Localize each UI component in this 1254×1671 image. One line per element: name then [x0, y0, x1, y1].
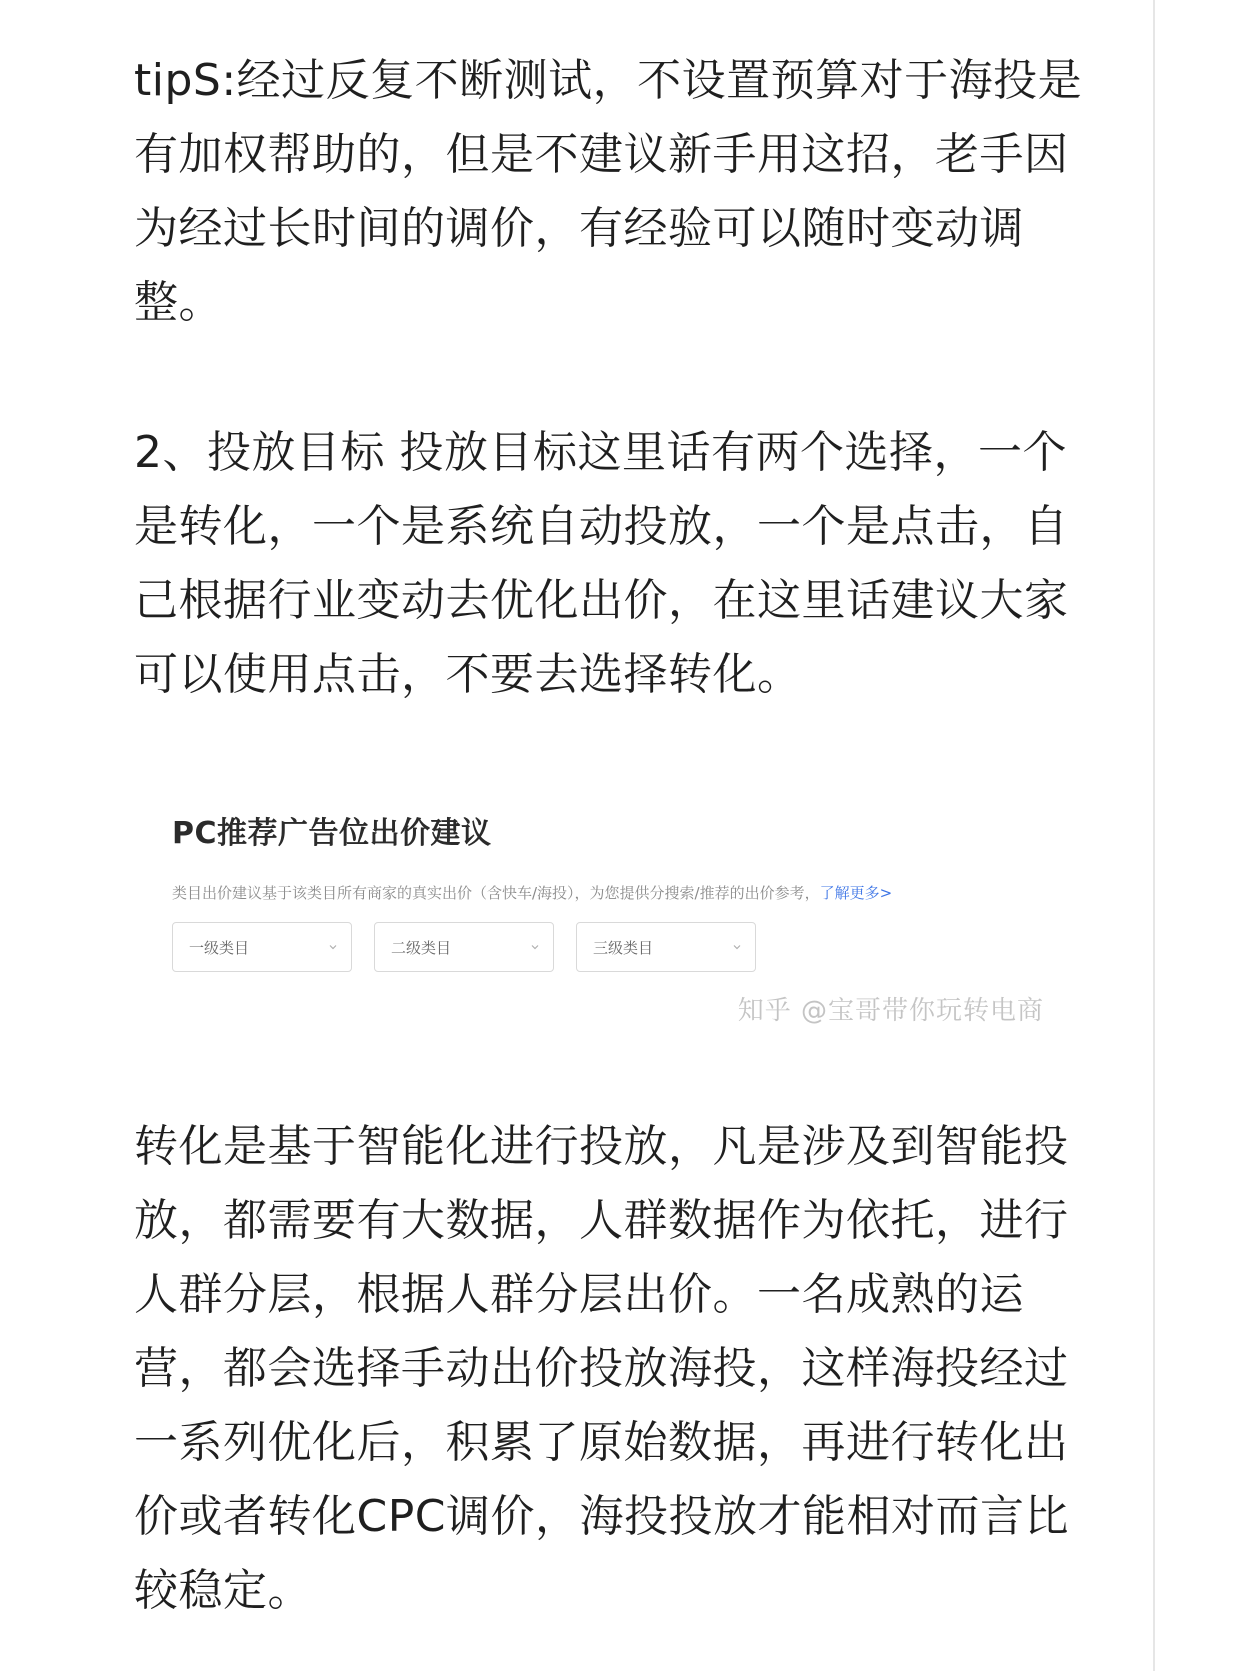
category-level-1-select[interactable] — [172, 922, 352, 972]
paragraph-tips: tipS:经过反复不断测试，不设置预算对于海投是有加权帮助的，但是不建议新手用这招，老手因为经过长时间的调价，有经验可以随时变动调整。 — [134, 55, 1083, 328]
article-bottom — [134, 1110, 1084, 1628]
zhihu-watermark: 知乎 @宝哥带你玩转电商 — [737, 996, 1044, 1026]
paragraph-gap — [134, 340, 1084, 416]
learn-more-link[interactable]: 了解更多> — [819, 884, 893, 902]
paragraph-conversion: 转化是基于智能化进行投放，凡是涉及到智能投放，都需要有大数据，人群数据作为依托，进行人群分层，根据人群分层出价。一名成熟的运营，都会选择手动出价投放海投，这样海投经过一系列优化后，积累了原始数据，再进行转化出价或者转化CPC调价，海投投放才能相对而言比较稳定。 — [134, 1121, 1069, 1616]
figure-title: PC推荐广告位出价建议 — [172, 816, 492, 851]
embedded-screenshot — [134, 770, 1084, 1040]
chevron-down-icon — [329, 943, 337, 951]
figure-description — [172, 882, 892, 903]
paragraph-delivery-goal: 2、投放目标 投放目标这里话有两个选择，一个是转化，一个是系统自动投放，一个是点击，自己根据行业变动去优化出价，在这里话建议大家可以使用点击，不要去选择转化。 — [134, 427, 1069, 700]
figure-description-text: 类目出价建议基于该类目所有商家的真实出价（含快车/海投），为您提供分搜索/推荐的出价参考， — [172, 884, 820, 902]
article-top — [134, 44, 1084, 712]
select-label: 三级类目 — [593, 939, 654, 957]
page-right-divider — [1153, 0, 1155, 1671]
chevron-down-icon — [733, 943, 741, 951]
category-level-2-select[interactable] — [374, 922, 554, 972]
category-level-3-select[interactable] — [576, 922, 756, 972]
select-label: 一级类目 — [189, 939, 250, 957]
chevron-down-icon — [531, 943, 539, 951]
select-label: 二级类目 — [391, 939, 452, 957]
